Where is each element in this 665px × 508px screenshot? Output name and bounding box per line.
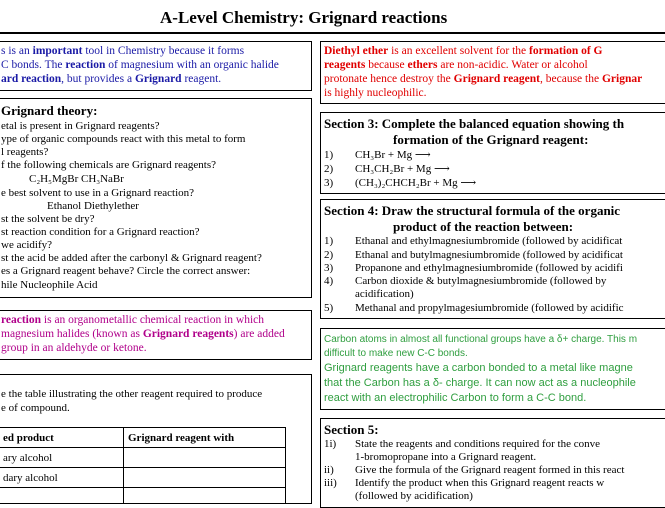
reaction-def-line-1: reaction is an organometallic chemical reaction in which [1, 314, 265, 326]
section-4-heading: Section 4: Draw the structural formula of the organic [324, 203, 621, 218]
theory-line: st the acid be added after the carbonyl & Grignard reagent? [1, 252, 262, 264]
question-item-continued: 1-bromopropane into a Grignard reagent. [355, 451, 537, 463]
carbon-line-2: difficult to make new C-C bonds. [324, 348, 468, 359]
question-item: Give the formula of the Grignard reagent formed in this react [355, 464, 625, 476]
question-item: Identify the product when this Grignard reagent reacts w [355, 477, 605, 489]
reaction-def-line-3: group in an aldehyde or ketone. [1, 342, 147, 354]
table-header-cell: ed product [0, 428, 124, 448]
item-number: 2) [324, 249, 334, 261]
theory-line: etal is present in Grignard reagents? [1, 120, 160, 132]
theory-line: f the following chemicals are Grignard reagents? [1, 159, 217, 171]
reaction-item: Ethanal and butylmagnesiumbromide (followed by acidificat [355, 249, 623, 261]
reaction-item-continued: acidification) [355, 288, 414, 300]
item-number: 3) [324, 262, 334, 274]
theory-line-choices: Ethanol Diethylether [47, 200, 139, 212]
table-row [0, 488, 286, 505]
table-section-box [0, 374, 312, 504]
reaction-definition-box [0, 310, 312, 360]
table-instruction-line-1: e the table illustrating the other reagent required to produce [1, 388, 263, 400]
item-number: 1) [324, 235, 334, 247]
section-4-subheading: product of the reaction between: [393, 219, 574, 234]
item-number: ii) [324, 464, 334, 476]
table-cell: dary alcohol [0, 468, 124, 488]
item-number: 1) [324, 149, 334, 161]
worksheet-title-bar [0, 0, 665, 34]
section-4-box [320, 199, 665, 319]
intro-line-1: s is an important tool in Chemistry because it forms [1, 45, 245, 57]
theory-line: e best solvent to use in a Grignard reaction? [1, 187, 195, 199]
section-3-subheading: formation of the Grignard reagent: [393, 132, 589, 147]
table-row [0, 468, 286, 488]
theory-heading: Grignard theory: [1, 103, 98, 118]
table-cell-answer[interactable] [124, 468, 286, 488]
table-header-cell: Grignard reagent with [124, 428, 286, 448]
reaction-item: Methanal and propylmagesiumbromide (followed by acidific [355, 302, 624, 314]
item-number: iii) [324, 477, 337, 489]
section-5-heading: Section 5: [324, 422, 379, 437]
carbon-line-5: react with an electrophilic Carbon to form a C-C bond. [324, 392, 587, 404]
theory-line: ype of organic compounds react with this metal to form [1, 133, 246, 145]
theory-line: we acidify? [1, 239, 52, 251]
theory-line-choices: C₂H₅MgBr CH₃NaBr [29, 173, 124, 185]
reaction-item: Carbon dioxide & butylmagnesiumbromide (followed by [355, 275, 607, 287]
table-instruction-line-2: e of compound. [1, 402, 70, 414]
reaction-item: Ethanal and ethylmagnesiumbromide (followed by acidificat [355, 235, 623, 247]
solvent-box [320, 41, 665, 104]
theory-line: st reaction condition for a Grignard reaction? [1, 226, 200, 238]
carbon-line-4: that the Carbon has a δ- charge. It can now act as a nucleophile [324, 377, 636, 389]
item-number: 2) [324, 163, 334, 175]
question-item-continued: (followed by acidification) [355, 490, 473, 502]
solvent-line-3: protonate hence destroy the Grignard reagent, because the Grignar [324, 73, 643, 85]
question-item: State the reagents and conditions required for the conve [355, 438, 600, 450]
theory-box [0, 98, 312, 298]
item-number: 1i) [324, 438, 337, 450]
table-cell-answer[interactable] [124, 488, 286, 505]
theory-line: l reagents? [1, 146, 49, 158]
equation-item: (CH₃)₂CHCH₂Br + Mg ⟶ [355, 177, 477, 189]
theory-line-choices: hile Nucleophile Acid [1, 279, 98, 291]
intro-line-3: ard reaction, but provides a Grignard reagent. [1, 73, 222, 85]
table-row [0, 448, 286, 468]
solvent-line-1: Diethyl ether is an excellent solvent for the formation of G [324, 45, 603, 57]
section-3-heading: Section 3: Complete the balanced equation showing th [324, 116, 625, 131]
table-cell-answer[interactable] [124, 448, 286, 468]
theory-line: st the solvent be dry? [1, 213, 95, 225]
carbon-line-1: Carbon atoms in almost all functional groups have a δ+ charge. This m [324, 334, 638, 345]
table-header-row [0, 428, 286, 448]
intro-box [0, 41, 312, 91]
equation-item: CH₃Br + Mg ⟶ [355, 149, 431, 161]
carbon-line-3: Grignard reagents have a carbon bonded to a metal like magne [324, 362, 633, 374]
page-title: A-Level Chemistry: Grignard reactions [160, 8, 448, 27]
item-number: 5) [324, 302, 334, 314]
section-5-box [320, 418, 665, 508]
table-cell [0, 488, 124, 505]
carbon-nucleophile-box [320, 328, 665, 410]
solvent-line-2: reagents because ethers are non-acidic. Water or alcohol [324, 59, 588, 71]
grignard-product-table [0, 427, 286, 504]
reaction-def-line-2: magnesium halides (known as Grignard reagents) are added [1, 328, 285, 340]
intro-line-2: C bonds. The reaction of magnesium with an organic halide [1, 59, 279, 71]
section-3-box [320, 112, 665, 194]
item-number: 4) [324, 275, 334, 287]
reaction-item: Propanone and ethylmagnesiumbromide (followed by acidifi [355, 262, 623, 274]
item-number: 3) [324, 177, 334, 189]
theory-line: es a Grignard reagent behave? Circle the correct answer: [1, 265, 251, 277]
solvent-line-4: is highly nucleophilic. [324, 87, 427, 99]
table-cell: ary alcohol [0, 448, 124, 468]
equation-item: CH₃CH₂Br + Mg ⟶ [355, 163, 450, 175]
